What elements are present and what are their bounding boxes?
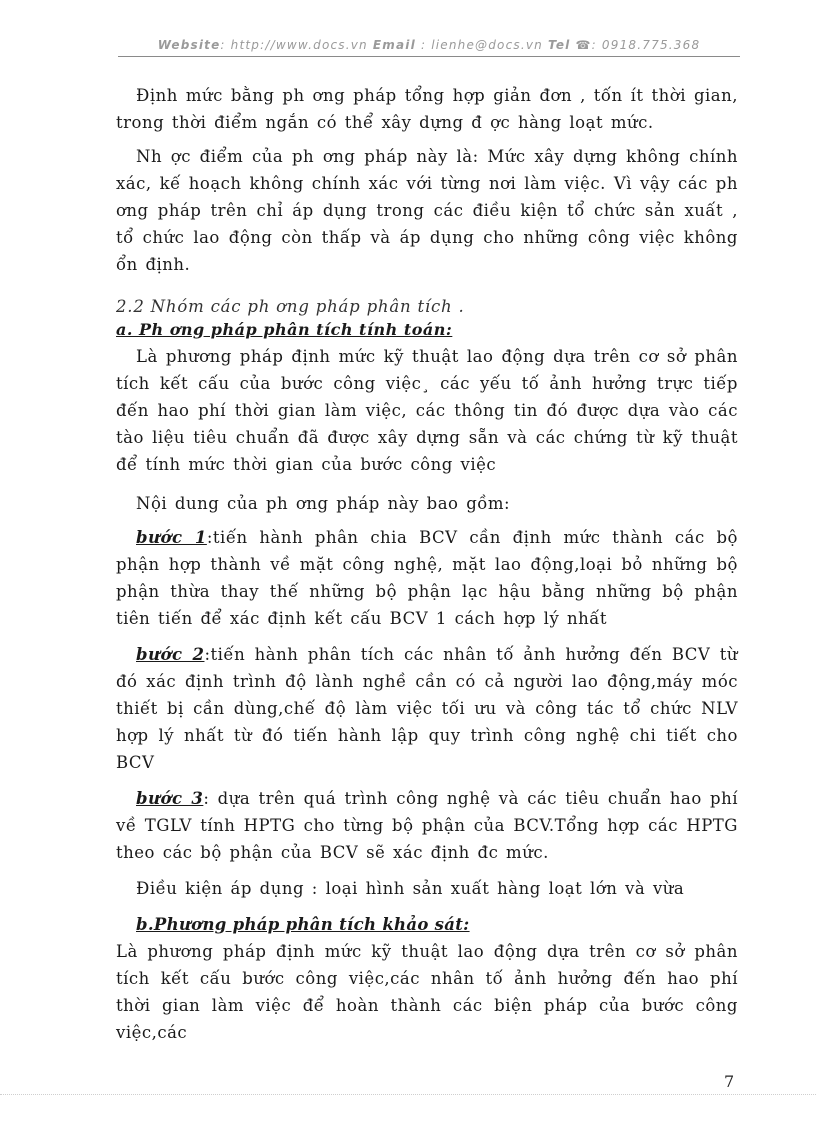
tel-label: Tel (548, 38, 571, 52)
section-title: 2.2 Nhóm các ph ơng pháp phân tích . (116, 297, 465, 316)
website-label: Website (157, 38, 221, 52)
paragraph-simple-method: Định mức bằng ph ơng pháp tổng hợp giản đơn , tốn ít thời gian, trong thời điểm ngắn có thể xây dựng đ ợc hàng loạt mức. (116, 86, 738, 132)
page-number: 7 (724, 1072, 735, 1091)
paragraph-analysis-definition: Là phương pháp định mức kỹ thuật lao động dựa trên cơ sở phân tích kết cấu của bước công việc¸ các yếu tố ảnh hưởng trực tiếp đến hao phí thời gian làm việc, các thông tin đó được dựa vào các tào liệu tiêu chuẩn đã được xây dựng sẵn và các chứng từ kỹ thuật để tính mức thời gian của bước công việc (116, 347, 738, 474)
tel-value: ☎: 0918.775.368 (575, 38, 701, 52)
page-header (118, 38, 740, 52)
paragraph-survey-definition: Là phương pháp định mức kỹ thuật lao động dựa trên cơ sở phân tích kết cấu bước công việc,các nhân tố ảnh hưởng đến hao phí thời gian làm việc để hoàn thành các biện pháp của bước công việc,các (116, 942, 738, 1042)
page-bottom-divider (0, 1094, 816, 1095)
step-1-text: :tiến hành phân chia BCV cần định mức thành các bộ phận hợp thành về mặt công nghệ, mặt lao động,loại bỏ những bộ phận thừa thay thế những bộ phận lạc hậu bằng những bộ phận tiên tiến để xác định kết cấu BCV 1 cách hợp lý nhất (116, 528, 738, 628)
subsection-b-title: b.Phương pháp phân tích khảo sát: (136, 915, 470, 934)
step-2-paragraph (116, 641, 738, 776)
subsection-a-title: a. Ph ơng pháp phân tích tính toán: (116, 320, 453, 339)
website-value: : http://www.docs.vn (220, 38, 368, 52)
step-1-label: bước 1 (136, 528, 207, 547)
email-label: Email (372, 38, 416, 52)
step-1-paragraph (116, 524, 738, 632)
paragraph-conditions: Điều kiện áp dụng : loại hình sản xuất hàng loạt lớn và vừa (136, 879, 685, 898)
step-2-text: :tiến hành phân tích các nhân tố ảnh hưởng đến BCV từ đó xác định trình độ lành nghề cần có cả người lao động,máy móc thiết bị cần dùng,chế độ làm việc tối ưu và công tác tổ chức NLV hợp lý nhất từ đó tiến hành lập quy trình công nghệ chi tiết cho BCV (116, 645, 738, 772)
email-value: : lienhe@docs.vn (420, 38, 543, 52)
paragraph-disadvantages: Nh ợc điểm của ph ơng pháp này là: Mức xây dựng không chính xác, kế hoạch không chính xác với từng nơi làm việc. Vì vậy các ph ơng pháp trên chỉ áp dụng trong các điều kiện tổ chức sản xuất , tổ chức lao động còn thấp và áp dụng cho những công việc không ổn định. (116, 147, 738, 274)
step-3-label: bước 3 (136, 789, 204, 808)
document-body (116, 82, 738, 1046)
step-3-text: : dựa trên quá trình công nghệ và các tiêu chuẩn hao phí về TGLV tính HPTG cho từng bộ phận của BCV.Tổng hợp các HPTG theo các bộ phận của BCV sẽ xác định đc mức. (116, 789, 739, 862)
header-divider (118, 56, 740, 57)
step-3-paragraph (116, 785, 738, 866)
step-2-label: bước 2 (136, 645, 205, 664)
paragraph-content-intro: Nội dung của ph ơng pháp này bao gồm: (136, 494, 511, 513)
